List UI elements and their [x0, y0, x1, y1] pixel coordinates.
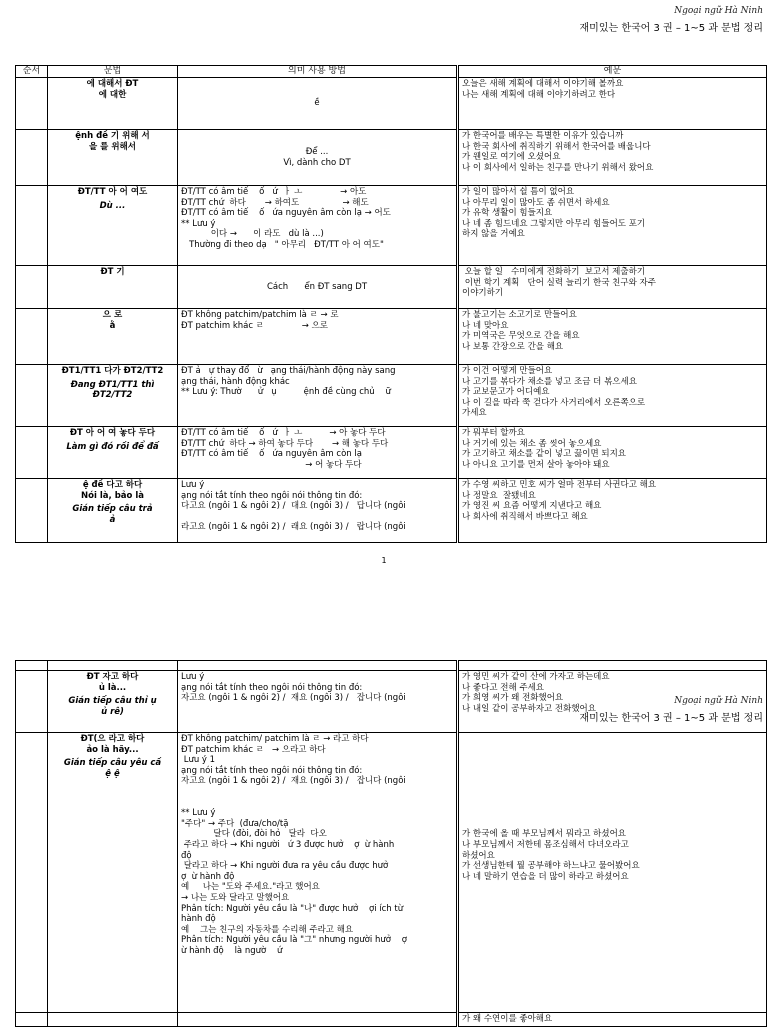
grammar-meaning: Gián tiếp câu yêu cầ	[63, 758, 162, 769]
example-cell: 오늘은 새해 계획에 대해서 이야기해 볼까요 나는 새해 계획에 대해 이야기하려고 한다	[458, 78, 767, 130]
order-cell	[16, 365, 48, 427]
table-row	[16, 130, 767, 186]
example-cell: 오늘 할 일 수미에게 전화하기 보고서 제출하기 이번 학기 계획 단어 실력 늘리기 한국 친구와 자주 이야기하기	[458, 266, 767, 309]
order-cell	[16, 671, 48, 733]
table-row	[16, 266, 767, 309]
empty-cell	[178, 661, 458, 671]
empty-cell	[16, 661, 48, 671]
meaning-cell: ĐT không patchim/patchim là ㄹ → 로 ĐT patchim khác ㄹ → 으로	[178, 309, 458, 365]
grammar-pattern: 으 로	[102, 310, 123, 320]
table-row	[16, 1013, 767, 1027]
grammar-cell	[48, 309, 178, 365]
grammar-cell	[48, 365, 178, 427]
grammar-meaning: Gián tiếp câu trả	[72, 504, 153, 515]
empty-cell	[48, 661, 178, 671]
example-cell: 가 뭐부터 할까요 나 거기에 있는 채소 좀 씻어 놓으세요 가 고기하고 채소를 같이 넣고 끓이면 되지요 나 아니요 고기를 먼저 살아 놓아야 돼요	[458, 427, 767, 479]
table-row	[16, 479, 767, 543]
grammar-pattern: ĐT 기	[100, 267, 125, 277]
grammar-cell	[48, 186, 178, 266]
meaning-cell: ề	[178, 78, 458, 130]
grammar-pattern: ủ là...	[98, 682, 127, 693]
grammar-pattern: 에 대해서 ĐT	[86, 79, 139, 89]
meaning-cell: Cách ển ĐT sang DT	[178, 266, 458, 309]
grammar-meaning: ệ ệ	[105, 768, 120, 779]
grammar-pattern: ảo là hãy...	[86, 744, 139, 755]
example-cell: 가 한국에 올 때 부모님께서 뭐라고 하셨어요 나 부모님께서 저한테 몸조심해서 다녀오라고 하셨어요 가 선생님한테 뭘 공부해야 하느냐고 물어봤어요 나 네 말하기 연습을 더 많이 하라고 하셨어요	[458, 733, 767, 1013]
col-header-grammar: 문법	[48, 66, 178, 78]
table-row	[16, 671, 767, 733]
table-row	[16, 78, 767, 130]
page-header	[580, 6, 763, 34]
grammar-meaning: Làm gì đó rồi để đấ	[66, 441, 159, 452]
meaning-cell: ĐT/TT có âm tiế ố ứ ㅏ ㅗ → 아 놓다 두다 ĐT/TT chứ 하다 → 하여 놓다 두다 → 해 놓다 두다 ĐT/TT có âm tiế ố ứa nguyên âm còn lạ → 어 놓다 두다	[178, 427, 458, 479]
grammar-meaning: ả	[109, 514, 116, 525]
grammar-pattern: ĐT/TT 아 어 여도	[77, 187, 148, 197]
table-row	[16, 733, 767, 1013]
table-header-row	[16, 66, 767, 78]
meaning-cell: Lưu ý ạng nói tắt tính theo ngôi nói thông tin đó: 자고요 (ngôi 1 & ngôi 2) / 재요 (ngôi 3) / 잡니다 (ngôi	[178, 671, 458, 733]
grammar-table	[15, 65, 767, 543]
order-cell	[16, 1013, 48, 1027]
meaning-cell: ĐT/TT có âm tiế ố ứ ㅏ ㅗ → 아도 ĐT/TT chứ 하다 → 하여도 → 해도 ĐT/TT có âm tiế ố ứa nguyên âm còn lạ → 어도 ** Lưu ý 이다 → 이 라도 dù là ...) Thường đi theo dạ " 아무리 ĐT/TT 아 어 여도"	[178, 186, 458, 266]
meaning-cell: Để ... Vì, dành cho DT	[178, 130, 458, 186]
grammar-cell	[48, 78, 178, 130]
grammar-meaning: Đang ĐT1/TT1 thì	[70, 379, 155, 390]
order-cell	[16, 266, 48, 309]
grammar-cell	[48, 266, 178, 309]
grammar-meaning: Dù ...	[99, 200, 126, 211]
table-row	[16, 186, 767, 266]
col-header-order: 순서	[16, 66, 48, 78]
example-cell: 가 영민 씨가 같이 산에 가자고 하는데요 나 좋다고 전해 주세요 가 희영 씨가 왜 전화했어요 나 내일 같이 공부하자고 전화했어요	[458, 671, 767, 733]
grammar-cell	[48, 671, 178, 733]
order-cell	[16, 130, 48, 186]
grammar-pattern: Nói là, bảo là	[81, 490, 144, 501]
grammar-meaning: Gián tiếp câu thỉ ụ	[68, 696, 157, 707]
page-number: 1	[381, 556, 387, 565]
col-header-example: 예문	[458, 66, 767, 78]
brand-label: Ngoại ngữ Hà Ninh	[674, 696, 763, 706]
grammar-cell	[48, 733, 178, 1013]
grammar-pattern: 을 를 위해서	[89, 141, 136, 152]
table-row	[16, 427, 767, 479]
grammar-pattern: ĐT 아 어 여 놓다 두다	[69, 428, 156, 438]
example-cell: 가 한국어를 배우는 특별한 이유가 있습니까 나 한국 회사에 취직하기 위해서 한국어를 배웁니다 가 웬일로 여기에 오셨어요 나 이 회사에서 일하는 친구를 만나기 위해서 왔어요	[458, 130, 767, 186]
example-cell: 가 왜 수연이를 좋아해요	[458, 1013, 767, 1027]
col-header-meaning: 의미 사용 방법	[178, 66, 458, 78]
grammar-cell	[48, 427, 178, 479]
document-title: 재미있는 한국어 3 권 – 1~5 과 문법 정리	[579, 713, 763, 724]
grammar-pattern: 에 대한	[98, 89, 127, 100]
grammar-pattern: ĐT1/TT1 다가 ĐT2/TT2	[61, 366, 164, 376]
example-cell: 가 불고기는 소고기로 만들어요 나 네 맞아요 가 미역국은 무엇으로 간을 해요 나 보통 간장으로 간을 해요	[458, 309, 767, 365]
order-cell	[16, 479, 48, 543]
order-cell	[16, 733, 48, 1013]
empty-cell	[458, 661, 767, 671]
grammar-cell	[48, 130, 178, 186]
grammar-meaning: ĐT2/TT2	[92, 390, 133, 401]
example-cell: 가 수영 씨하고 민호 씨가 얼마 전부터 사귄다고 해요 나 정말요 잘됐네요 가 영진 씨 요즘 어떻게 지낸다고 해요 나 회사에 취직해서 바쁘다고 해요	[458, 479, 767, 543]
example-cell: 가 이건 어떻게 만들어요 나 고기를 볶다가 채소를 넣고 조금 더 볶으세요 가 교보문고가 어디예요 나 이 길을 따라 쭉 걷다가 사거리에서 오른쪽으로 가세요	[458, 365, 767, 427]
grammar-table	[15, 660, 767, 1027]
meaning-cell: Lưu ý ạng nói tắt tính theo ngôi nói thông tin đó: 다고요 (ngôi 1 & ngôi 2) / 대요 (ngôi 3) / 답니다 (ngôi 라고요 (ngôi 1 & ngôi 2) / 래요 (ngôi 3) / 랍니다 (ngôi	[178, 479, 458, 543]
meaning-cell: ĐT không patchim/ patchim là ㄹ → 라고 하다 ĐT patchim khác ㄹ → 으라고 하다 Lưu ý 1 ạng nói tắt tính theo ngôi nói thông tin đó: 자고요 (ngôi 1 & ngôi 2) / 재요 (ngôi 3) / 잡니다 (ngôi ** Lưu ý "주다" → 주다 (đưa/cho/tặ 달다 (đòi, đòi hỏ 달라 다오 주라고 하다 → Khi người ứ 3 được hưở ợ ừ hành độ 달라고 하다 → Khi người đưa ra yêu cầu được hưở ợ ừ hành độ 예 나는 "도와 주세요."라고 했어요 → 나는 도와 달라고 말했어요 Phân tích: Người yêu cầu là "나" được hưở ợi ích từ hành độ 예 그는 친구의 자동차를 수리해 주라고 해요 Phân tích: Người yêu cầu là "그" nhưng người hưở ợ ừ hành độ là ngườ ứ	[178, 733, 458, 1013]
example-cell: 가 일이 많아서 쉴 틈이 없어요 나 아무리 일이 많아도 좀 쉬면서 하세요 가 유학 생활이 힘들지요 나 네 좀 힘드네요 그렇지만 아무리 힘들어도 포기 하지 않을 거예요	[458, 186, 767, 266]
order-cell	[16, 427, 48, 479]
grammar-meaning: ủ rê)	[101, 706, 124, 717]
grammar-cell	[48, 1013, 178, 1027]
grammar-pattern: ệ đề 다고 하다	[82, 480, 143, 490]
order-cell	[16, 78, 48, 130]
grammar-cell	[48, 479, 178, 543]
grammar-pattern: ĐT(으 라고 하다	[80, 734, 145, 744]
table-row	[16, 365, 767, 427]
meaning-cell: ĐT ả ự thay đổ ừ ạng thái/hành động này sang ạng thái, hành động khác ** Lưu ý: Thườ ử ụ ệnh đề cùng chủ ữ	[178, 365, 458, 427]
document-title: 재미있는 한국어 3 권 – 1~5 과 문법 정리	[579, 23, 763, 34]
grammar-pattern: ĐT 자고 하다	[86, 672, 139, 682]
grammar-pattern: ệnh đề 기 위해 서	[75, 131, 150, 141]
table-row	[16, 309, 767, 365]
grammar-pattern: ằ	[109, 320, 116, 331]
page-2	[0, 600, 768, 1024]
meaning-cell	[178, 1013, 458, 1027]
table-header-row	[16, 661, 767, 671]
order-cell	[16, 186, 48, 266]
brand-label: Ngoại ngữ Hà Ninh	[674, 6, 763, 16]
order-cell	[16, 309, 48, 365]
